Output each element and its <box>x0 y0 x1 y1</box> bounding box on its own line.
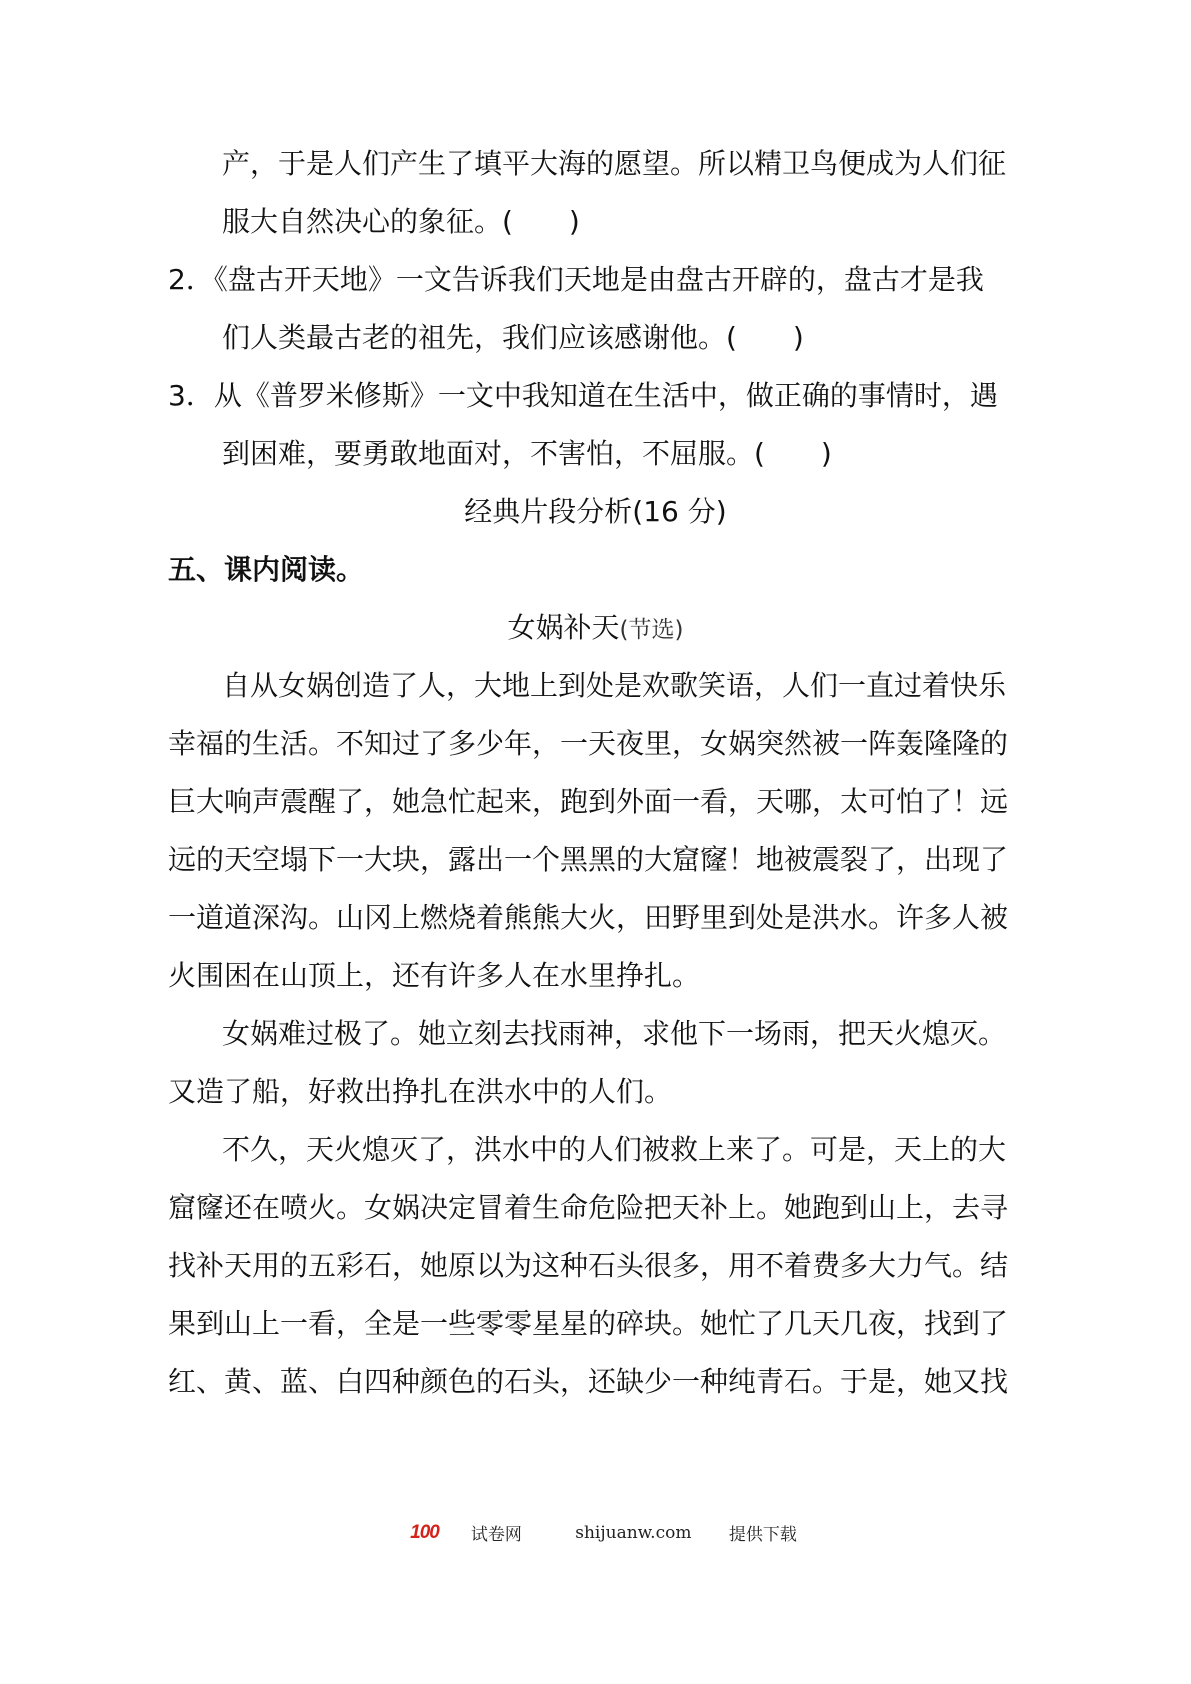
question-heading: 五、课内阅读。 <box>168 553 365 586</box>
passage-line: 巨大响声震醒了，她急忙起来，跑到外面一看，天哪，太可怕了！远 <box>168 785 1009 818</box>
passage-line: 火围困在山顶上，还有许多人在水里挣扎。 <box>168 959 701 992</box>
reading-title <box>0 608 1191 650</box>
page-footer <box>0 1520 1191 1545</box>
passage-line: 女娲难过极了。她立刻去找雨神，求他下一场雨，把天火熄灭。 <box>222 1017 1007 1050</box>
passage-line: 幸福的生活。不知过了多少年，一天夜里，女娲突然被一阵轰隆隆的 <box>168 727 1009 760</box>
passage-line: 不久，天火熄灭了，洪水中的人们被救上来了。可是，天上的大 <box>222 1133 1007 1166</box>
site-logo-mark: 100 <box>410 1521 439 1543</box>
question-2: 2．《盘古开天地》一文告诉我们天地是由盘古开辟的，盘古才是我 <box>168 263 984 296</box>
passage-line: 窟窿还在喷火。女娲决定冒着生命危险把天补上。她跑到山上，去寻 <box>168 1191 1009 1224</box>
passage-line: 果到山上一看，全是一些零零星星的碎块。她忙了几天几夜，找到了 <box>168 1307 1009 1340</box>
passage-line: 又造了船，好救出挣扎在洪水中的人们。 <box>168 1075 673 1108</box>
text-line: 们人类最古老的祖先，我们应该感谢他。( ) <box>222 321 804 354</box>
passage-line: 远的天空塌下一大块，露出一个黑黑的大窟窿！地被震裂了，出现了 <box>168 843 1009 876</box>
text-line: 到困难，要勇敢地面对，不害怕，不屈服。( ) <box>222 437 832 470</box>
site-url: shijuanw.com <box>575 1522 692 1543</box>
site-logo <box>394 1520 538 1545</box>
footer-note: 提供下载 <box>728 1525 797 1545</box>
text-line: 产，于是人们产生了填平大海的愿望。所以精卫鸟便成为人们征 <box>222 147 1007 180</box>
passage-line: 红、黄、蓝、白四种颜色的石头，还缺少一种纯青石。于是，她又找 <box>168 1365 1009 1398</box>
passage-line: 找补天用的五彩石，她原以为这种石头很多，用不着费多大力气。结 <box>168 1249 1009 1282</box>
question-3: 3．从《普罗米修斯》一文中我知道在生活中，做正确的事情时，遇 <box>168 379 998 412</box>
text-line: 服大自然决心的象征。( ) <box>222 205 580 238</box>
section-title: 经典片段分析(16 分) <box>464 495 727 528</box>
passage-line: 自从女娲创造了人，大地上到处是欢歌笑语，人们一直过着快乐 <box>222 669 1007 702</box>
site-logo-text: 试卷网 <box>470 1525 522 1545</box>
reading-title-text: 女娲补天 <box>507 611 620 644</box>
passage-line: 一道道深沟。山冈上燃烧着熊熊大火，田野里到处是洪水。许多人被 <box>168 901 1009 934</box>
reading-title-note: (节选) <box>619 617 684 643</box>
